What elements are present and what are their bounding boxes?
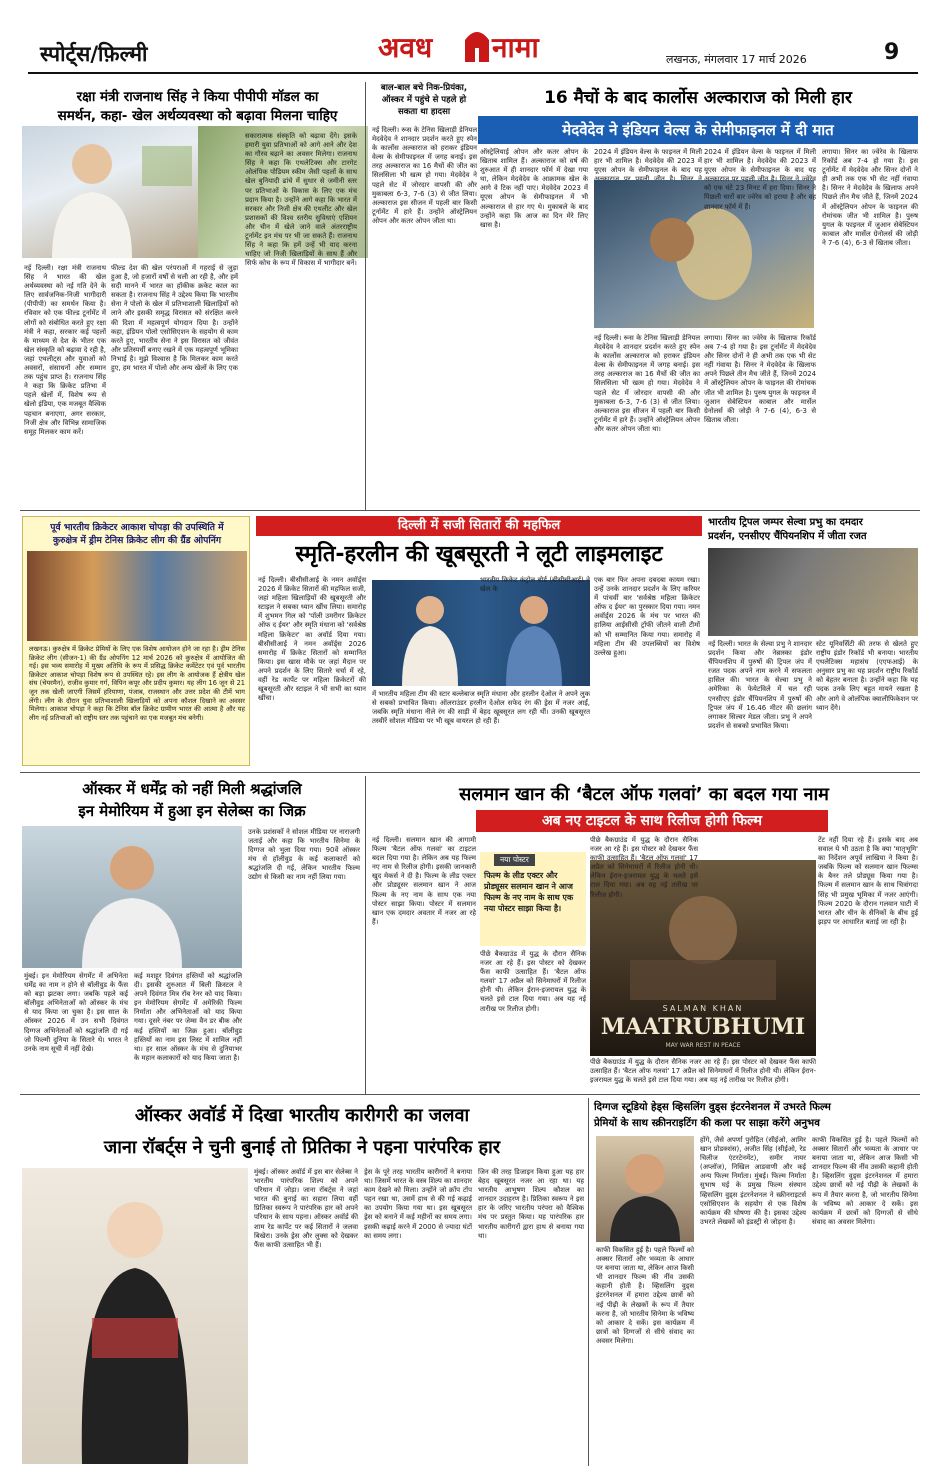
masthead [0, 0, 945, 72]
dharmendra-headline-line1: ऑस्कर में धर्मेंद्र को नहीं मिली श्रद्धांजलि [82, 780, 302, 798]
person-silhouette-icon [22, 126, 198, 258]
person-silhouette-icon [22, 1168, 248, 1464]
divider [588, 1098, 589, 1466]
dharmendra-headline [20, 778, 364, 822]
oscar-headline-line1: ऑस्कर अवॉर्ड में दिखा भारतीय कारीगरी का जलवा [134, 1105, 470, 1126]
chopra-headline-line1: पूर्व भारतीय क्रिकेटर आकाश चोपड़ा की उपस्थिति में [50, 522, 224, 533]
alcaraz-col3b-text: लगाया। सिनर का ज्वेरेव के खिलाफ रिकॉर्ड अब 7-4 हो गया है। इस टूर्नामेंट में मेदवेदेव और सिनर दोनों ने ही अभी तक एक भी सेट नहीं गंवाया है। सिनर ने मेदवेदेव के खिलाफ अपने पिछले तीन मैच जीते हैं, जिनमें 2024 में ऑस्ट्रेलियन ओपन के फाइनल की रोमांचक जीत भी शामिल है। पुरुष युगल के फाइनल में जुआन सेबेस्टियन काबाल और मार्सेल ग्रेनोलर्स की जोड़ी ने 7-6 (4), 6-3 से खिताब जीता। [704, 334, 816, 424]
dharmendra-col3: उनके प्रशंसकों ने सोशल मीडिया पर नाराजगी जताई और कहा कि भारतीय सिनेमा के दिग्गज को भुला दिया गया। 90वें ऑस्कर मंच से हॉलीवुड के कई कलाकारों को श्रद्धांजलि दी गई, लेकिन भारतीय फिल्म उद्योग से किसी का नाम नहीं लिया गया। [248, 828, 360, 882]
selva-headline-line2: प्रदर्शन, एनसीएए चैंपियनशिप में जीता रजत [708, 531, 867, 542]
smriti-col3: एक बार फिर अपना दबदबा कायम रखा। उन्हें उनके शानदार प्रदर्शन के लिए करियर में पांचवीं बार 'सर्वश्रेष्ठ महिला क्रिकेटर ऑफ द ईयर' का पुरस्कार दिया गया। नमन अवॉर्ड्स 2026 के मंच पर भारत की हालिया आईसीसी ट्रॉफी जीतने वाली टीमों को भी सम्मानित किया गया। समारोह में महिला टीम की उपलब्धियों का विशेष उल्लेख हुआ। [594, 576, 700, 657]
hrule-2 [20, 772, 920, 773]
hrule-1 [20, 510, 920, 511]
smriti-caption: भारतीय क्रिकेट कंट्रोल बोर्ड (बीसीसीआई) ने खेल के [480, 576, 590, 594]
rajnath-photo [22, 126, 198, 258]
rajnath-col2: फील्ड देश की खेल परंपराओं में गहराई से जुड़ा हुआ है, जो हजारों वर्षों से चली आ रही है, और हमें सदी मानने में भारत का हॉकीक क्रकेट काल का सकता है। राजनाथ सिंह ने उद्देश्य किया कि भारतीय सेना ने पोलो के खेल में प्रतिभाशाली खिलाड़ियों को लाने और इसकी समृद्ध विरासत को संरक्षित करने की दिशा में महत्वपूर्ण योगदान दिया है। उन्होंने कहा, इंडियन पोलो एसोसिएशन के सहयोग से काम करते हुए, भारतीय सेना ने इस विरासत को जीवंत और प्रतिस्पर्धी बनाए रखने में एक महत्वपूर्ण भूमिका निभाई है। मुझे विश्वास है कि मिलकर काम करते हुए, हम भारत में पोलो और अन्य खेलों के लिए एक [111, 264, 238, 373]
oscar-col2: ड्रेस के पूरे तरह भारतीय कारीगरों ने बनाया था। जिसमें भारत के वस्त्र शिल्प का शानदार काम देखने को मिला। उन्होंने जो क्रॉप टॉप पहन रखा था, उसमें हाथ से की गई कढ़ाई का उपयोग किया गया था। इस खूबसूरत ड्रेस को बनाने में कई महीनों का समय लगा। इसकी कढ़ाई करने में 2000 से ज्यादा घंटों का समय लगा। [364, 1168, 472, 1240]
salman-subhead: अब नए टाइटल के साथ रिलीज होगी फिल्म [476, 810, 828, 832]
rajnath-headline [20, 88, 375, 126]
smriti-col2: में भारतीय महिला टीम की स्टार बल्लेबाज स्मृति मंधाना और हरलीन देओल ने अपने लुक से सबको प्रभावित किया। ऑलराउंडर हरलीन देओल सफेद रंग की ड्रेस में नजर आईं, जबकि स्मृति मंधाना नीले रंग की साड़ी में बेहद खूबसूरत लग रही थीं। उनकी खूबसूरत तस्वीरें सोशल मीडिया पर भी खूब वायरल हो रही हैं। [372, 690, 590, 726]
logo [378, 26, 568, 68]
whistling-headline [594, 1100, 920, 1132]
alcaraz-col3: 2024 में इंडियन वेल्स के फाइनल में मिली हार भी शामिल है। मेदवेदेव की 2023 में यूएस ओपन के सेमीफाइनल के बाद यह अल्काराज पर पहली जीत है। सिनर ने ज्वेरेव को एक घंटे 23 मिनट में हरा दिया। सिनर ने पिछली चारों बार ज्वेरेव को हराया है और वह शानदार फॉर्म में हैं। [704, 148, 816, 211]
header-rule [28, 72, 918, 74]
alcaraz-col2b-text: नई दिल्ली। रूस के टेनिस खिलाड़ी डेनियल मेदवेदेव ने शानदार प्रदर्शन करते हुए स्पेन के कार्लोस अल्काराज को हराकर इंडियन वेल्स के सेमीफाइनल में जगह बनाई। इस तरह अल्काराज का 16 मैचों की जीत का सिलसिला भी खत्म हो गया। मेदवेदेव ने पहले सेट में जोरदार वापसी की और मुकाबला 6-3, 7-6 (3) से जीत लिया। अल्काराज इस सीजन में पहली बार किसी टूर्नामेंट में हारे हैं। उन्होंने ऑस्ट्रेलियन ओपन और कतर ओपन जीता था। [594, 334, 700, 433]
alcaraz-col1: ऑस्ट्रेलियाई ओपन और कतर ओपन के खिताब शामिल हैं। अल्काराज को वर्ष की शुरुआत में ही शानदार फॉर्म में देखा गया था, लेकिन मेदवेदेव के आक्रामक खेल के आगे वे टिक नहीं पाए। मेदवेदेव 2023 में यूएस ओपन के सेमीफाइनल में भी अल्काराज से हार गए थे। मुकाबले के बाद उन्होंने कहा कि आज का दिन मेरे लिए खास है। [480, 148, 588, 229]
kicker-line2: ऑस्कर में पहुंचे से पहले हो [381, 95, 467, 105]
selva-col1: नई दिल्ली। भारत के सेल्वा प्रभु ने शानदार प्रदर्शन किया और नेब्रास्का इंडोर चैंपियनशिप में पुरुषों की ट्रिपल जंप में रजत पदक अपने नाम करने में सफलता हासिल की। भारत के सेल्वा प्रभु ने अमेरिका के फेयेटविले में चल रही एनसीएए इंडोर चैंपियनशिप में पुरुषों की ट्रिपल जंप में 16.46 मीटर की छलांग लगाकर सिल्वर मेडल जीता। प्रभु ने अपने प्रदर्शन से सबको प्रभावित किया। [708, 640, 812, 730]
oscar-headline-line2: जाना रॉबर्ट्स ने चुनी बुनाई तो प्रितिका ने पहना पारंपरिक हार [103, 1137, 501, 1158]
divider [365, 776, 366, 1094]
kicker-body [372, 126, 477, 506]
alcaraz-col4: लगाया। सिनर का ज्वेरेव के खिलाफ रिकॉर्ड अब 7-4 हो गया है। इस टूर्नामेंट में मेदवेदेव और सिनर दोनों ने ही अभी तक एक भी सेट नहीं गंवाया है। सिनर ने मेदवेदेव के खिलाफ अपने पिछले तीन मैच जीते हैं, जिनमें 2024 में ऑस्ट्रेलियन ओपन के फाइनल की रोमांचक जीत भी शामिल है। पुरुष युगल के फाइनल में जुआन सेबेस्टियन काबाल और मार्सेल ग्रेनोलर्स की जोड़ी ने 7-6 (4), 6-3 से खिताब जीता। [822, 148, 918, 247]
chopra-body: लखनऊ। कुरुक्षेत्र में क्रिकेट प्रेमियों के लिए एक विशेष आयोजन होने जा रहा है। ड्रीम टेनिस क्रिकेट लीग (सीजन-1) की ग्रैंड ओपनिंग 12 मार्च 2026 को कुरुक्षेत्र में आयोजित की गई। इस भव्य समारोह में मुख्य अतिथि के रूप में प्रसिद्ध क्रिकेट कमेंटेटर एवं पूर्व भारतीय क्रिकेटर आकाश चोपड़ा विशेष रूप से उपस्थित रहे। इस लीग के आयोजक हैं क्षेत्रीय खेल संघ (चेयरमैन), राजीव कुमार गर्ग, विपिन कपूर और प्रदीप कुमार। यह लीग 16 जून से 21 जून तक खेली जाएगी जिसमें हरियाणा, पंजाब, राजस्थान और उत्तर प्रदेश की टीमें भाग लेंगी। लीग के दौरान युवा प्रतिभाशाली खिलाड़ियों को अपना कौशल दिखाने का अवसर मिलेगा। आकाश चोपड़ा ने कहा कि टेनिस बॉल क्रिकेट ग्रामीण भारत की आत्मा है और यह लीग नई प्रतिभाओं को राष्ट्रीय स्तर तक पहुंचाने का एक मजबूत मंच बनेगी। [29, 645, 245, 722]
person-silhouette-icon [596, 1136, 694, 1242]
poster-actor-name: SALMAN KHAN [662, 1004, 744, 1013]
smriti-photo [372, 580, 590, 686]
logo-emblem-icon [462, 26, 492, 64]
kicker-line3: सकता था हादसा [397, 107, 451, 117]
hrule-3 [20, 1094, 920, 1095]
selva-headline [708, 516, 920, 544]
dharmendra-headline-line2: इन मेमोरियम में हुआ इन सेलेब्स का जिक्र [78, 802, 306, 820]
poster-tagline: MAY WAR REST IN PEACE [665, 1042, 741, 1049]
salman-col4 [590, 1058, 816, 1088]
oscar-col3: जिन की तरह डिजाइन किया हुआ यह हार बेहद खूबसूरत नजर आ रहा था। यह भारतीय आभूषण शिल्प कौशल का शानदार उदाहरण है। प्रितिका स्वरूप ने इस हार के जरिए भारतीय परंपरा को वैश्विक मंच पर प्रस्तुत किया। यह पारंपरिक हार भारतीय कारीगरों द्वारा हाथ से बनाया गया था। [478, 1168, 584, 1240]
oscar-photo [22, 1168, 248, 1464]
dharmendra-col2: कई मशहूर दिवंगत हस्तियों को श्रद्धांजलि दी। इसकी शुरुआत में बिली क्रिस्टल ने अपने दिवंगत मित्र रॉब रेनर को याद किया। इन मेमोरियम सेगमेंट में अमेरिकी फिल्म निर्माता और अभिनेताओं को याद किया गया। दूसरे नंबर पर जेम्स वैन डर बीक और कई हस्तियों का जिक्र हुआ। बॉलीवुड हस्तियों का नाम इस लिस्ट में शामिल नहीं था। हर साल ऑस्कर के मंच से दुनियाभर के महान कलाकारों को याद किया जाता है। [134, 972, 242, 1062]
salman-headline: सलमान खान की ‘बैटल ऑफ गलवां’ का बदल गया नाम [459, 784, 829, 805]
salman-box-text: फिल्म के लीड एक्टर और प्रोड्यूसर सलमान खान ने आज फिल्म के नए नाम के साथ एक नया पोस्टर साझा किया है। [484, 871, 574, 913]
page-number: 9 [884, 40, 900, 65]
alcaraz-col2: 2024 में इंडियन वेल्स के फाइनल में मिली हार भी शामिल है। मेदवेदेव की 2023 में यूएस ओपन के सेमीफाइनल के बाद यह [594, 148, 702, 175]
kicker-body-text: नई दिल्ली। रूस के टेनिस खिलाड़ी डेनियल मेदवेदेव ने शानदार प्रदर्शन करते हुए स्पेन के कार्लोस अल्काराज को हराकर इंडियन वेल्स के सेमीफाइनल में जगह बनाई। इस तरह अल्काराज का 16 मैचों की जीत का सिलसिला भी खत्म हो गया। मेदवेदेव ने पहले सेट में जोरदार वापसी की और मुकाबला 6-3, 7-6 (3) से जीत लिया। अल्काराज इस सीजन में पहली बार किसी टूर्नामेंट में हारे हैं। उन्होंने ऑस्ट्रेलियन ओपन और कतर ओपन जीता था। [372, 126, 477, 225]
smriti-headline: स्मृति-हरलीन की खूबसूरती ने लूटी लाइमलाइट [295, 542, 663, 567]
salman-col1: नई दिल्ली। सलमान खान की आगामी फिल्म 'बैटल ऑफ गलवां' का टाइटल बदल दिया गया है। लेकिन अब यह फिल्म नए नाम से रिलीज होगी। इसकी जानकारी खुद मेकर्स ने दी है। फिल्म के लीड एक्टर और प्रोड्यूसर सलमान खान ने आज फिल्म के नए नाम के साथ एक नया पोस्टर साझा किया। पोस्टर में सलमान खान एक दमदार अवतार में नजर आ रहे हैं। [372, 836, 476, 926]
section-label: स्पोर्ट्स/फ़िल्मी [40, 42, 148, 66]
alcaraz-col2b [594, 334, 700, 504]
whistling-col1b-text: काफी विकसित हुई है। पहले फिल्मों को अक्सर सितारों और भव्यता के आधार पर बनाया जाता था, लेकिन आज किसी भी शानदार फिल्म की नींव उसकी कहानी होती है। व्हिसलिंग वुड्स इंटरनेशनल में हमारा उद्देश्य छात्रों को नई पीढ़ी के लेखकों के रूप में तैयार करना है, जो भारतीय सिनेमा के भविष्य को आकार दे सकें। इस कार्यक्रम में छात्रों को दिग्गजों से सीधे संवाद का अवसर मिलेगा। [596, 1246, 694, 1345]
two-persons-icon [372, 580, 590, 686]
chopra-box [22, 516, 250, 766]
salman-col2: पीछे बैकग्राउंड में युद्ध के दौरान सैनिक नजर आ रहे हैं। इस पोस्टर को देखकर फैंस काफी उत्साहित हैं। 'बैटल ऑफ गलवां' 17 अप्रैल को सिनेमाघरों में रिलीज होनी थी। लेकिन ईरान-इजरायल युद्ध के चलते इसे टाल दिया गया। अब यह नई तारीख पर रिलीज होगी। [480, 950, 586, 1013]
rajnath-headline-line2: समर्थन, कहा- खेल अर्थव्यवस्था को बढ़ावा मिलना चाहिए [57, 108, 338, 124]
logo-right: नामा [492, 31, 539, 64]
whistling-headline-line1: दिग्गज स्टूडियो हेड्स व्हिसलिंग वुड्स इंटरनेशनल में उभरते फिल्म [594, 1102, 831, 1113]
chopra-photo [27, 551, 247, 641]
whistling-headline-line2: प्रेमियों के साथ स्क्रीनराइटिंग की कला पर साझा करेंगे अनुभव [594, 1118, 820, 1129]
selva-headline-line1: भारतीय ट्रिपल जम्पर सेल्वा प्रभु का दमदार [708, 517, 863, 528]
whistling-photo [596, 1136, 694, 1242]
rajnath-headline-line1: रक्षा मंत्री राजनाथ सिंह ने किया पीपीपी मॉडल का [76, 89, 319, 105]
salman-col3: टेंट नहीं दिया रहे हैं। इसके बाद अब सवाल ये भी उठता है कि क्या 'मातृभूमि' का निर्देशन अपूर्व लाखिया ने किया है। जबकि फिल्म को सलमान खान फिल्म्स के बैनर तले प्रोड्यूस किया गया है। फिल्म में सलमान खान के साथ चित्रांगदा सिंह भी प्रमुख भूमिका में नजर आएंगी। फिल्म 2020 के दौरान गलवान घाटी में भारत और चीन के सैनिकों के बीच हुई झड़प पर आधारित बताई जा रही है। [818, 836, 918, 926]
poster-title: MAATRUBHUMI [600, 1014, 806, 1040]
person-silhouette-icon [22, 826, 242, 968]
salman-box-label: नया पोस्टर [494, 854, 535, 866]
dharmendra-photo [22, 826, 242, 968]
rajnath-col3: सकारात्मक संस्कृति को बढ़ावा देंगे। इसके हमारी युवा प्रतिभाओं को आगे आने और देश का गौरव बढ़ाने का अवसर मिलेगा। राजनाथ सिंह ने कहा कि एथलेटिक्स और टारगेट ओलंपिक पोडियम स्कीम जैसी पहलों के साथ खेल बुनियादी ढांचे में सुधार से जमीनी स्तर पर प्रतिभाओं के विकास के लिए एक मंच प्रदान किया है। उन्होंने आगे कहा कि भारत में सरकार और निजी क्षेत्र की एथलीट और खेल प्रशासकों की विश्व स्तरीय सुविधाएं एशियन और चीन में खेले जाने वाले अंतरराष्ट्रीय टूर्नामेंट इन मंच पर भी जा सकते हैं। राजनाथ सिंह ने कहा कि हमें उन्हें भी याद करना चाहिए जो निजी खिलाड़ियों के साथ हैं और सिर्फ कोच के रूप में विकास में भागीदार बनें। [245, 132, 357, 268]
salman-col2b-text: पीछे बैकग्राउंड में युद्ध के दौरान सैनिक नजर आ रहे हैं। इस पोस्टर को देखकर फैंस काफी उत्साहित हैं। 'बैटल ऑफ गलवां' 17 अप्रैल को सिनेमाघरों में रिलीज होनी थी। लेकिन ईरान-इजरायल युद्ध के चलते इसे टाल दिया गया। अब यह नई तारीख पर रिलीज होगी। [590, 836, 698, 899]
dharmendra-col1: मुंबई। इन मेमोरियम सेगमेंट में अभिनेता धर्मेंद्र का नाम न होने से बॉलीवुड के फैंस को बड़ा झटका लगा। जबकि पहले कई बॉलीवुड अभिनेताओं को ऑस्कर के मंच से याद किया जा चुका है। इस साल के ऑस्कर 2026 में उन सभी दिवंगत दिग्गज अभिनेताओं को श्रद्धांजलि दी गई जो फिल्मी दुनिया के सितारे थे। भारत ने उनके नाम सूची में नहीं देखे। [24, 972, 128, 1053]
smriti-banner: दिल्ली में सजी सितारों की महफिल [256, 516, 702, 536]
whistling-col1b [596, 1246, 694, 1464]
salman-box [480, 852, 586, 946]
selva-photo [708, 548, 918, 636]
chopra-headline-line2: कुरुक्षेत्र में ड्रीम टेनिस क्रिकेट लीग की ग्रैंड ओपनिंग [52, 535, 222, 546]
alcaraz-kicker [370, 82, 478, 118]
salman-col2b [590, 836, 698, 899]
alcaraz-col3b [704, 334, 816, 504]
logo-left: अवध [378, 31, 433, 64]
chopra-headline [29, 521, 245, 547]
whistling-col2: काफी विकसित हुई है। पहले फिल्मों को अक्सर सितारों और भव्यता के आधार पर बनाया जाता था, लेकिन आज किसी भी शानदार फिल्म की नींव उसकी कहानी होती है। व्हिसलिंग वुड्स इंटरनेशनल में हमारा उद्देश्य छात्रों को नई पीढ़ी के लेखकों के रूप में तैयार करना है, जो भारतीय सिनेमा के भविष्य को आकार दे सकें। इस कार्यक्रम में छात्रों को दिग्गजों से सीधे संवाद का अवसर मिलेगा। [812, 1136, 918, 1226]
rajnath-col1: नई दिल्ली। रक्षा मंत्री राजनाथ सिंह ने भारत की खेल अर्थव्यवस्था को नई गति देने के लिए सार्वजनिक-निजी भागीदारी (पीपीपी) का समर्थन किया है। रविवार को एक फील्ड टूर्नामेंट में लोगों को संबोधित करते हुए रक्षा मंत्री ने कहा, सरकार कई पहलों के माध्यम से देश के भीतर एक खेल संस्कृति को बढ़ावा दे रही है, जहां एथलीट्स और युवाओं को अवसरों, संसाधनों और सम्मान तक पहुंच प्राप्त है। राजनाथ सिंह ने कहा कि क्रिकेट प्रतिभा में पहले खेलों में, विशेष रूप से खेलो इंडिया, एक मजबूत वैश्विक पहचान बनाएगा, अगर सरकार, निजी क्षेत्र और विभिन्न सामाजिक समूह मिलकर काम करें। [24, 264, 106, 436]
alcaraz-subhead: मेदवेदेव ने इंडियन वेल्स के सेमीफाइनल में दी मात [478, 116, 918, 144]
dateline: लखनऊ, मंगलवार 17 मार्च 2026 [666, 53, 807, 66]
salman-col4-text: पीछे बैकग्राउंड में युद्ध के दौरान सैनिक नजर आ रहे हैं। इस पोस्टर को देखकर फैंस काफी उत्साहित हैं। 'बैटल ऑफ गलवां' 17 अप्रैल को सिनेमाघरों में रिलीज होनी थी। लेकिन ईरान-इजरायल युद्ध के चलते इसे टाल दिया गया। अब यह नई तारीख पर रिलीज होगी। [590, 1058, 816, 1085]
whistling-col1: होंगे, जैसे अपर्णा पुरोहित (सीईओ, आमिर खान प्रोडक्शंस), अजीत सिंह (सीईओ, रेड चिलीज एंटरटेनमेंट), समीर नायर (अप्लॉज), निखिल आडवाणी और कई अन्य फिल्म निर्माता। मुंबई। फिल्म निर्माता सुभाष घई के प्रमुख फिल्म संस्थान व्हिसलिंग वुड्स इंटरनेशनल ने स्क्रीनराइटर्स एसोसिएशन के सहयोग से एक विशेष कार्यक्रम की घोषणा की है। इसका उद्देश्य उभरते लेखकों को इंडस्ट्री से जोड़ना है। [700, 1136, 806, 1226]
oscar-col1: मुंबई। ऑस्कर अवॉर्ड में इस बार सेलेब्स ने भारतीय पारंपरिक शिल्प को अपने परिधान में जोड़ा। जाना रॉबर्ट्स ने जहां भारत की बुनाई का सहारा लिया वहीं प्रितिका स्वरूप ने पारंपरिक हार को अपने परिधान के साथ पहना। ऑस्कर अवॉर्ड की शाम रेड कार्पेट पर कई सितारों ने जलवा बिखेरा। उनके ड्रेस और लुक्स को देखकर फैंस काफी उत्साहित भी हैं। [254, 1168, 358, 1249]
oscar-headline [20, 1100, 584, 1164]
smriti-col1: नई दिल्ली। बीसीसीआई के नमन अवॉर्ड्स 2026 में क्रिकेट सितारों की महफिल सजी, जहां महिला खिलाड़ियों की खूबसूरती और स्टाइल ने सबका ध्यान खींच लिया। समारोह में शुभमन गिल को 'पॉली उमरीगर क्रिकेटर ऑफ द ईयर' और स्मृति मंधाना को 'सर्वश्रेष्ठ महिला क्रिकेटर' का अवॉर्ड दिया गया। बीसीसीआई ने नमन अवॉर्ड्स 2026 समारोह में क्रिकेट सितारों को सम्मानित किया। इस खास मौके पर जहां मैदान पर अपने प्रदर्शन के लिए सितारे चर्चा में रहे, वहीं रेड कार्पेट पर महिला क्रिकेटरों की खूबसूरती और स्टाइल ने भी सभी का ध्यान खींचा। [258, 576, 366, 703]
alcaraz-headline: 16 मैचों के बाद कार्लोस अल्काराज को मिली हार [544, 88, 852, 108]
kicker-line1: बाल-बाल बचे निक-प्रियंका, [380, 83, 468, 93]
selva-col2: स्टेट यूनिवर्सिटी की तरफ से खेलते हुए राष्ट्रीय इंडोर रिकॉर्ड भी बनाया। भारतीय एथलेटिक्स महासंघ (एएफआई) के अनुसार प्रभु का यह प्रदर्शन राष्ट्रीय रिकॉर्ड को बेहतर बनाता है। उन्होंने कहा कि यह पदक उनके लिए बहुत मायने रखता है और आगे वे ओलंपिक क्वालीफिकेशन पर ध्यान देंगे। [816, 640, 918, 712]
divider [365, 82, 366, 510]
